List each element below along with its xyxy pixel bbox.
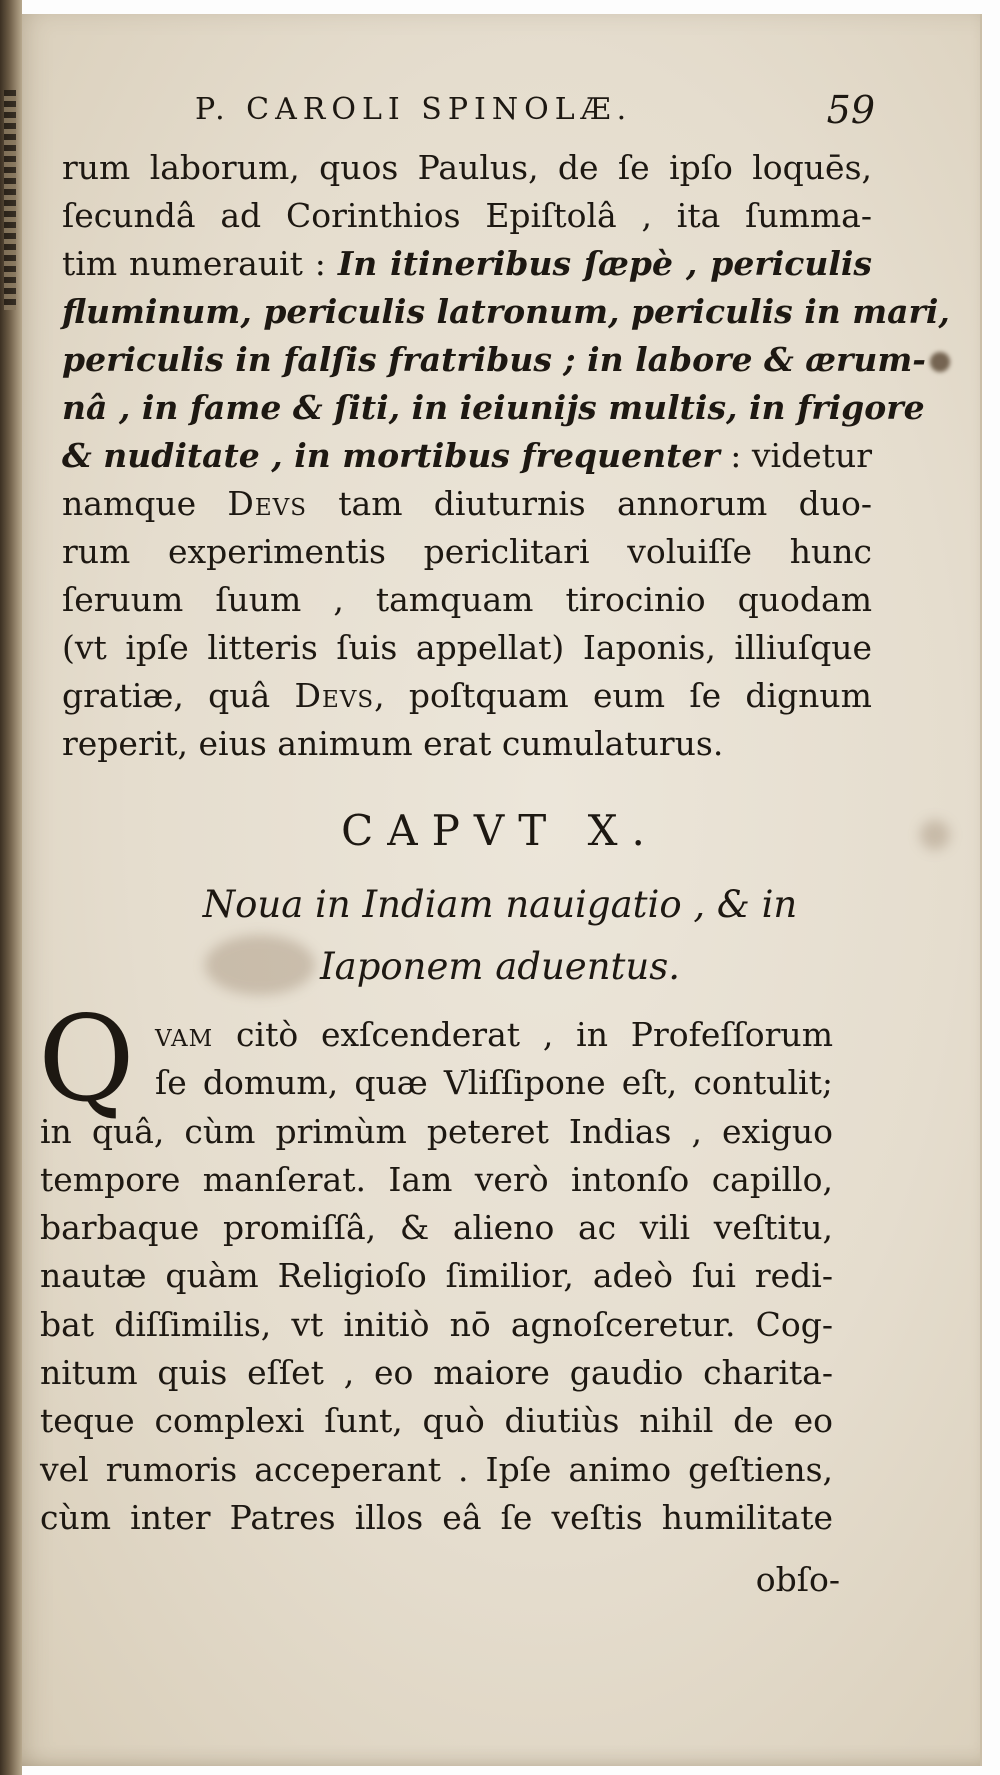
page-header: [195, 88, 875, 132]
scripture-quote: In itineribus ſæpè , periculis: [337, 244, 872, 283]
text-line: cùm inter Patres illos eâ ſe veſtis humilitate: [40, 1497, 833, 1537]
text-line: rum experimentis periclitari voluiſſe hunc: [62, 532, 872, 571]
text-line: (vt ipſe litteris ſuis appellat) Iaponis, illiuſque: [62, 628, 872, 667]
text-line: tempore manſerat. Iam verò intonſo capillo,: [40, 1159, 833, 1199]
chapter-heading: CAPVT X.: [341, 806, 659, 855]
text-line: teque complexi ſunt, quò diutiùs nihil de eo: [40, 1401, 833, 1441]
text-line: & nuditate , in mortibus frequenter : videtur: [62, 436, 872, 475]
text-line: gratiæ, quâ Devs, poſtquam eum ſe dignum: [62, 676, 872, 715]
text-line: ſe domum, quæ Vliſſipone eſt, contulit;: [155, 1063, 833, 1103]
text-line: nitum quis eſſet , eo maiore gaudio charita-: [40, 1353, 833, 1393]
page-number: 59: [826, 88, 875, 132]
continued-paragraph: [62, 144, 950, 768]
text-line: vel rumoris acceperant . Ipſe animo geſtiens,: [40, 1449, 833, 1489]
text-line: nautæ quàm Religioſo ſimilior, adeò ſui redi-: [40, 1256, 833, 1296]
first-word: vam: [155, 1015, 214, 1054]
text-line: reperit, eius animum erat cumulaturus.: [62, 724, 724, 763]
chapter-subtitle: Noua in Indiam nauigatio , & in: [202, 883, 798, 926]
text-line: ſecundâ ad Corinthios Epiſtolâ , ita ſumma-: [62, 196, 872, 235]
drop-cap: Q: [38, 990, 135, 1128]
text-line: barbaque promiſſâ, & alieno ac vili veſtitu,: [40, 1208, 833, 1248]
scripture-quote-line: nâ , in fame & ſiti, in ieiunijs multis, in frigore: [62, 388, 925, 427]
deus-word: Devs: [294, 676, 375, 715]
text-line: rum laborum, quos Paulus, de ſe ipſo loquēs,: [62, 148, 872, 187]
chapter-subtitle: Iaponem aduentus.: [320, 945, 680, 988]
binding-threads: [4, 90, 16, 310]
chapter-body: [40, 1011, 833, 1542]
deus-word: Devs: [227, 484, 308, 523]
text-line: ſeruum ſuum , tamquam tirocinio quodam: [62, 580, 872, 619]
scripture-quote: & nuditate , in mortibus frequenter: [62, 436, 720, 475]
text-line: bat diſſimilis, vt initiò nō agnoſceretur. Cog-: [40, 1304, 833, 1344]
text-line: namque Devs tam diuturnis annorum duo-: [62, 484, 872, 523]
text-line: vam citò exſcenderat , in Profeſſorum: [155, 1015, 833, 1054]
scripture-quote-line: periculis in falſis fratribus ; in labore & ærum-: [62, 340, 926, 379]
scripture-quote-line: fluminum, periculis latronum, periculis in mari,: [62, 292, 950, 331]
ink-spot: [930, 352, 950, 372]
text-line: tim numerauit : In itineribus ſæpè , periculis: [62, 244, 872, 283]
text-line: in quâ, cùm primùm peteret Indias , exiguo: [40, 1111, 833, 1151]
catchword: obſo-: [755, 1560, 840, 1599]
running-head: P. CAROLI SPINOLÆ.: [195, 92, 633, 127]
